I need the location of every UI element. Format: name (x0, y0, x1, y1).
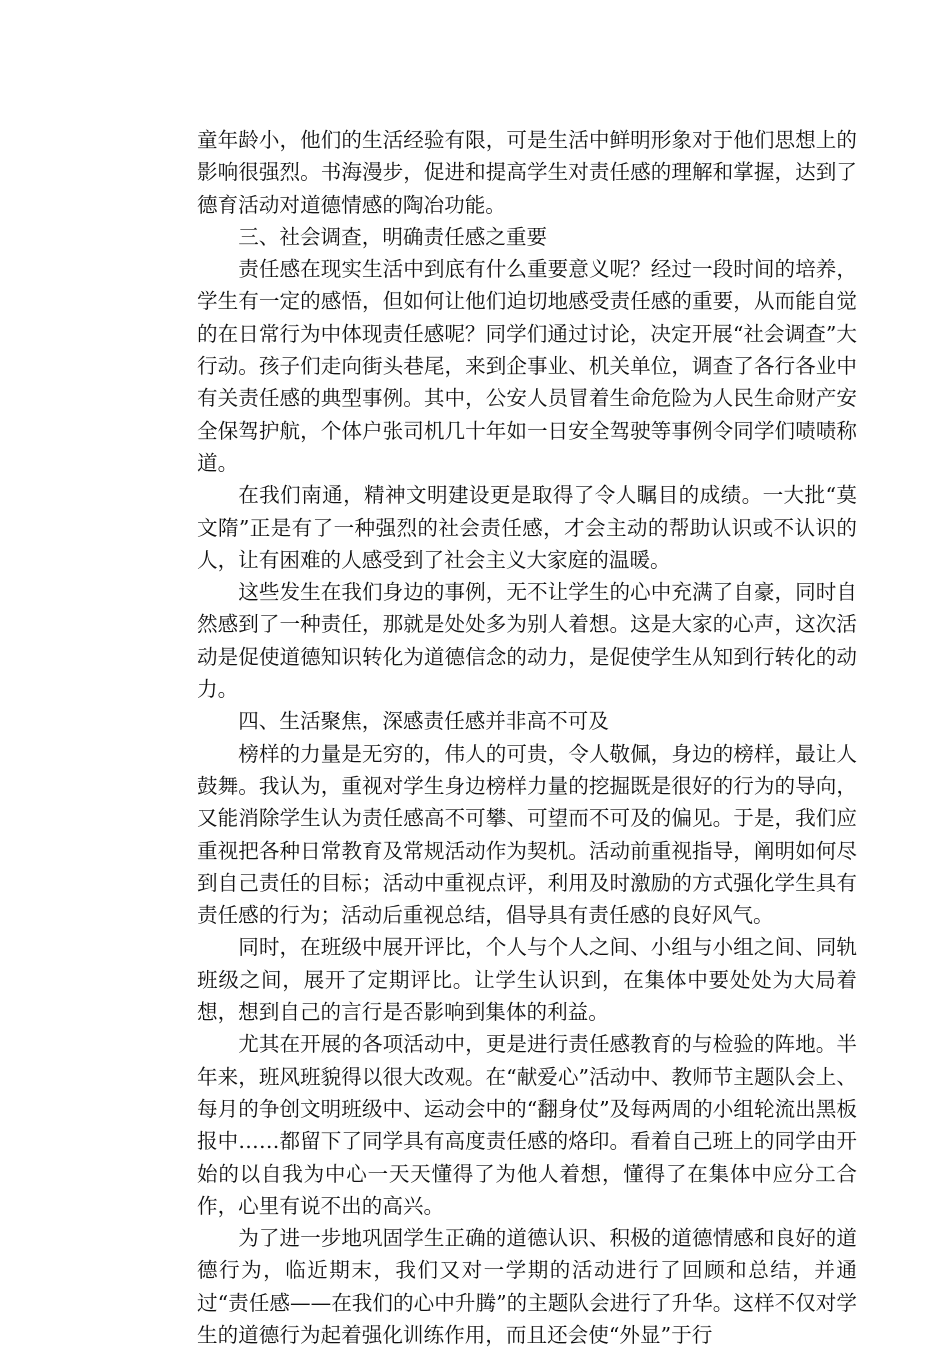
body-paragraph: 童年龄小，他们的生活经验有限，可是生活中鲜明形象对于他们思想上的影响很强烈。书海漫步，促进和提高学生对责任感的理解和掌握，达到了德育活动对道德情感的陶冶功能。 (197, 128, 857, 217)
body-paragraph: 榜样的力量是无穷的，伟人的可贵，令人敬佩，身边的榜样，最让人鼓舞。我认为，重视对学生身边榜样力量的挖掘既是很好的行为的导向，又能消除学生认为责任感高不可攀、可望而不可及的偏见。于是，我们应重视把各种日常教育及常规活动作为契机。活动前重视指导，阐明如何尽到自己责任的目标；活动中重视点评，利用及时激励的方式强化学生具有责任感的行为；活动后重视总结，倡导具有责任感的良好风气。 (197, 741, 857, 928)
section-heading: 四、生活聚焦，深感责任感并非高不可及 (238, 709, 609, 734)
body-paragraph: 这些发生在我们身边的事例，无不让学生的心中充满了自豪，同时自然感到了一种责任，那就是处处多为别人着想。这是大家的心声，这次活动是促使道德知识转化为道德信念的动力，是促使学生从知到行转化的动力。 (197, 580, 857, 702)
body-paragraph: 尤其在开展的各项活动中，更是进行责任感教育的与检验的阵地。半年来，班风班貌得以很大改观。在“献爱心”活动中、教师节主题队会上、每月的争创文明班级中、运动会中的“翻身仗”及每两周的小组轮流出黑板报中……都留下了同学具有高度责任感的烙印。看着自己班上的同学由开始的以自我为中心一天天懂得了为他人着想，懂得了在集体中应分工合作，心里有说不出的高兴。 (197, 1032, 857, 1218)
body-paragraph: 同时，在班级中展开评比，个人与个人之间、小组与小组之间、同轨班级之间，展开了定期评比。让学生认识到，在集体中要处处为大局着想，想到自己的言行是否影响到集体的利益。 (197, 935, 857, 1025)
document-page (197, 124, 857, 1351)
body-paragraph: 在我们南通，精神文明建设更是取得了令人瞩目的成绩。一大批“莫文隋”正是有了一种强烈的社会责任感，才会主动的帮助认识或不认识的人，让有困难的人感受到了社会主义大家庭的温暖。 (197, 483, 857, 572)
section-heading: 三、社会调查，明确责任感之重要 (238, 224, 548, 249)
body-paragraph: 为了进一步地巩固学生正确的道德认识、积极的道德情感和良好的道德行为，临近期末，我们又对一学期的活动进行了回顾和总结，并通过“责任感——在我们的心中升腾”的主题队会进行了升华。这样不仅对学生的道德行为起着强化训练作用，而且还会使“外显”于行 (197, 1226, 857, 1347)
body-paragraph: 责任感在现实生活中到底有什么重要意义呢？经过一段时间的培养，学生有一定的感悟，但如何让他们迫切地感受责任感的重要，从而能自觉的在日常行为中体现责任感呢？同学们通过讨论，决定开展“社会调查”大行动。孩子们走向街头巷尾，来到企事业、机关单位，调查了各行各业中有关责任感的典型事例。其中，公安人员冒着生命危险为人民生命财产安全保驾护航，个体户张司机几十年如一日安全驾驶等事例令同学们啧啧称道。 (197, 257, 857, 475)
